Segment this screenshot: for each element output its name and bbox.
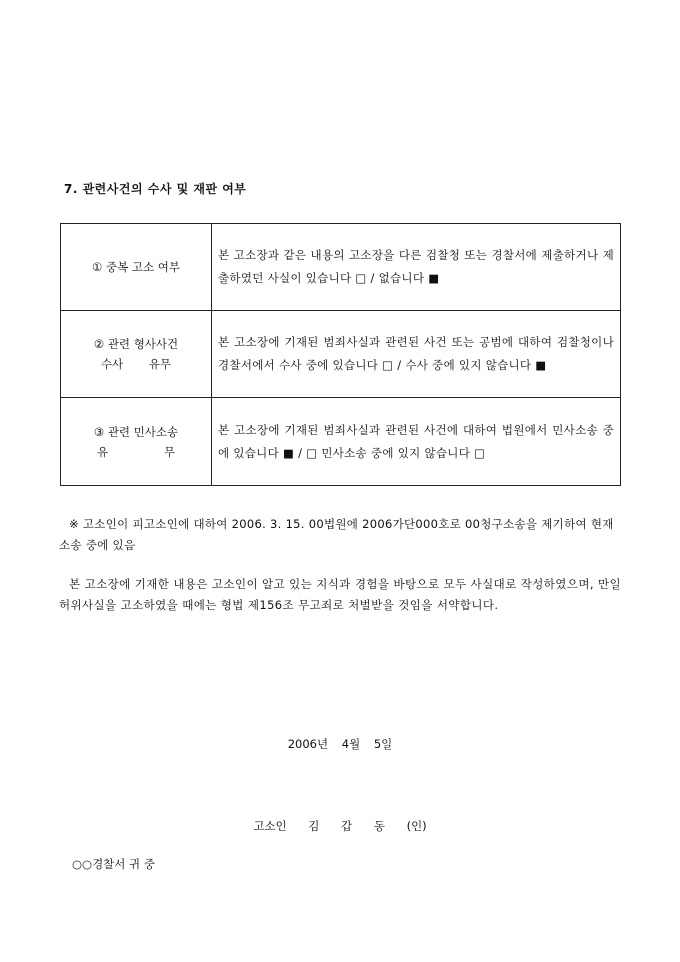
- row-content-civil-lawsuit: 본 고소장에 기재된 범죄사실과 관련된 사건에 대하여 법원에서 민사소송 중에 있습니다 ■ / □ 민사소송 중에 있지 않습니다 □: [212, 398, 621, 486]
- table-row: [61, 224, 621, 311]
- section-title: 7. 관련사건의 수사 및 재판 여부: [64, 182, 247, 196]
- case-status-table: [60, 223, 621, 486]
- document-date: 2006년 4월 5일: [287, 737, 393, 751]
- row-label-line1: ① 중복 고소 여부: [92, 260, 180, 274]
- table-row: [61, 398, 621, 486]
- row-label-civil-lawsuit: [61, 398, 212, 486]
- row-label-line2: 수사 유무: [100, 357, 172, 371]
- row-label-line1: ② 관련 형사사건: [93, 337, 179, 351]
- row-content-criminal-investigation: 본 고소장에 기재된 범죄사실과 관련된 사건 또는 공범에 대하여 검찰청이나 경찰서에서 수사 중에 있습니다 □ / 수사 중에 있지 않습니다 ■: [212, 311, 621, 398]
- row-label-duplicate-complaint: [61, 224, 212, 311]
- oath-statement: 본 고소장에 기재한 내용은 고소인이 알고 있는 지식과 경험을 바탕으로 모두 사실대로 작성하였으며, 만일 허위사실을 고소하였을 때에는 형법 제156조 무고죄로 처벌받을 것임을 서약합니다.: [59, 577, 621, 612]
- recipient-police-station: ○○경찰서 귀 중: [72, 857, 155, 871]
- lawsuit-note: ※ 고소인이 피고소인에 대하여 2006. 3. 15. 00법원에 2006가단000호로 00청구소송을 제기하여 현재 소송 중에 있음: [59, 517, 614, 552]
- complainant-signature: 고소인 김 갑 동 (인): [253, 819, 427, 833]
- table-row: [61, 311, 621, 398]
- row-content-duplicate-complaint: 본 고소장과 같은 내용의 고소장을 다른 검찰청 또는 경찰서에 제출하거나 제출하였던 사실이 있습니다 □ / 없습니다 ■: [212, 224, 621, 311]
- row-label-line2: 유 무: [97, 444, 175, 459]
- row-label-criminal-investigation: [61, 311, 212, 398]
- row-label-line1: ③ 관련 민사소송: [93, 424, 179, 439]
